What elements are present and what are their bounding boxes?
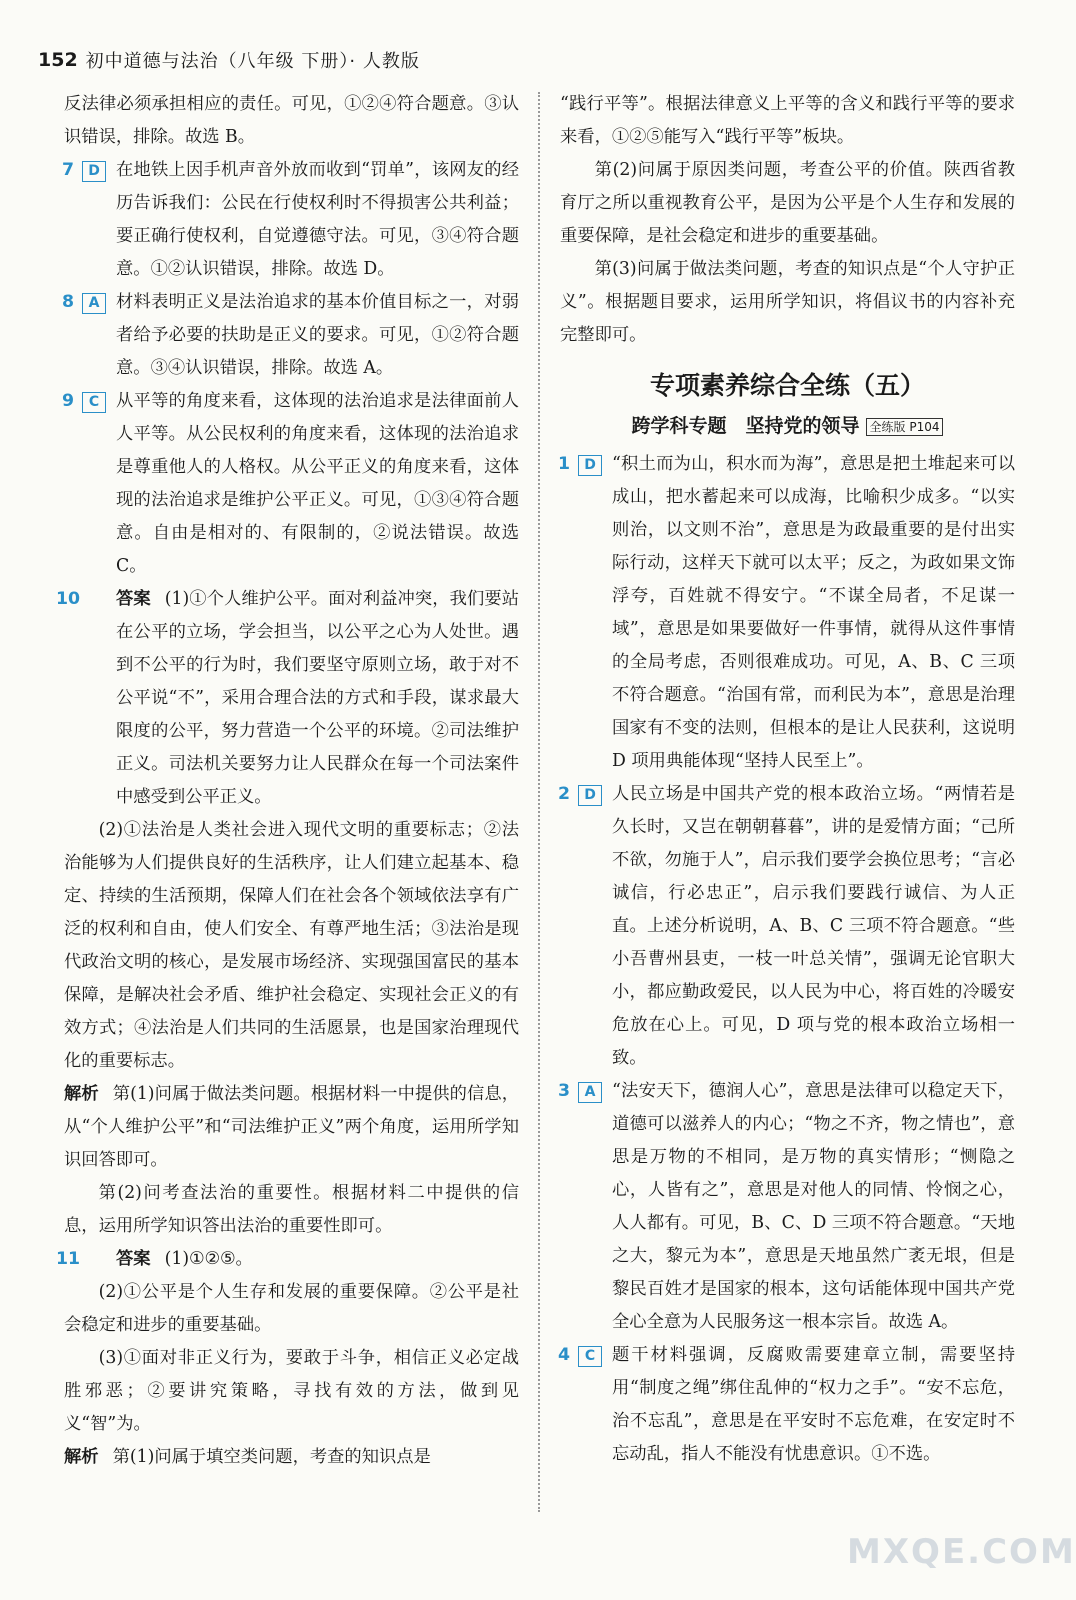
page-reference-badge: 全练版 P104	[866, 418, 944, 436]
column-divider	[538, 92, 540, 1512]
section-title: 专项素养综合全练（五）	[649, 371, 925, 400]
continued-text: “践行平等”。根据法律意义上平等的含义和践行平等的要求来看，①②⑤能写入“践行平等”板块。	[560, 94, 1015, 147]
question-explanation: “法安天下，德润人心”，意思是法律可以稳定天下，道德可以滋养人的内心；“物之不齐，物之情也”，意思是万物的不相同，是万物的真实情形；“恻隐之心，人皆有之”，意思是对他人的同情、怜悯之心，人人都有。可见，B、C、D 三项不符合题意。“天地之大，黎元为本”，意思是天地虽然广袤无垠，但是黎民百姓才是国家的根本，这句话能体现中国共产党全心全意为人民服务这一根本宗旨。故选 A。	[612, 1081, 1015, 1332]
analysis-tag: 解析	[64, 1447, 99, 1467]
answer-option-box: A	[578, 1082, 602, 1103]
answer-paragraph	[56, 1243, 519, 1276]
question-number: 4	[558, 1345, 571, 1365]
answer-option-box: D	[578, 455, 602, 476]
question-explanation: 题干材料强调，反腐败需要建章立制，需要坚持用“制度之绳”绑住乱伸的“权力之手”。“安不忘危，治不忘乱”，意思是在平安时不忘危难，在安定时不忘动乱，指人不能没有忧患意识。①不选。	[612, 1345, 1015, 1464]
answer-option-box: C	[82, 392, 106, 413]
analysis-paragraph	[64, 1441, 519, 1474]
answer-part-3: (3)①面对非正义行为，要敢于斗争，相信正义必定战胜邪恶；②要讲究策略，寻找有效的方法，做到见义“智”为。	[64, 1348, 519, 1434]
analysis-part-1: 第(1)问属于做法类问题。根据材料一中提供的信息，从“个人维护公平”和“司法维护正义”两个角度，运用所学知识回答即可。	[64, 1084, 519, 1170]
analysis-part-1: 第(1)问属于填空类问题，考查的知识点是	[112, 1447, 431, 1467]
continued-analysis-3: 第(3)问属于做法类问题，考查的知识点是“个人守护正义”。根据题目要求，运用所学知识，将倡议书的内容补充完整即可。	[560, 259, 1015, 345]
answer-option-box: A	[82, 293, 106, 314]
question-4	[560, 1339, 1015, 1471]
question-number: 9	[62, 391, 75, 411]
analysis-part-2: 第(2)问考查法治的重要性。根据材料二中提供的信息，运用所学知识答出法治的重要性即可。	[64, 1183, 519, 1236]
right-column	[560, 88, 1015, 1471]
watermark-logo: MXQE.COM	[847, 1532, 1076, 1572]
question-number: 8	[62, 292, 75, 312]
continued-analysis-2: 第(2)问属于原因类问题，考查公平的价值。陕西省教育厅之所以重视教育公平，是因为公平是个人生存和发展的重要保障，是社会稳定和进步的重要基础。	[560, 160, 1015, 246]
question-1	[560, 448, 1015, 778]
continued-text: 反法律必须承担相应的责任。可见，①②④符合题意。③认识错误，排除。故选 B。	[64, 94, 519, 147]
answer-part-1: (1)①个人维护公平。面对利益冲突，我们要站在公平的立场，学会担当，以公平之心为人处世。遇到不公平的行为时，我们要坚守原则立场，敢于对不公平说“不”，采用合理合法的方式和手段，谋求最大限度的公平，努力营造一个公平的环境。②司法维护正义。司法机关要努力让人民群众在每一个司法案件中感受到公平正义。	[116, 589, 519, 807]
question-number: 2	[558, 784, 571, 804]
analysis-tag: 解析	[64, 1084, 99, 1104]
question-11	[56, 1243, 519, 1474]
question-explanation: 从平等的角度来看，这体现的法治追求是法律面前人人平等。从公民权利的角度来看，这体现的法治追求是尊重他人的人格权。从公平正义的角度来看，这体现的法治追求是维护公平正义。可见，①③④符合题意。自由是相对的、有限制的，②说法错误。故选 C。	[116, 391, 519, 576]
answer-part-1: (1)①②⑤。	[164, 1249, 253, 1269]
analysis-paragraph	[64, 1078, 519, 1177]
answer-option-box: C	[578, 1346, 602, 1367]
question-number: 10	[56, 589, 81, 609]
section-subtitle	[560, 408, 1015, 444]
question-9	[64, 385, 519, 583]
question-explanation: “积土而为山，积水而为海”，意思是把土堆起来可以成山，把水蓄起来可以成海，比喻积少成多。“以实则治，以文则不治”，意思是为政最重要的是付出实际行动，这样天下就可以太平；反之，为政如果文饰浮夸，百姓就不得安宁。“不谋全局者，不足谋一域”，意思是如果要做好一件事情，就得从这件事情的全局考虑，否则很难成功。可见，A、B、C 三项不符合题意。“治国有常，而利民为本”，意思是治理国家有不变的法则，但根本的是让人民获利，这说明 D 项用典能体现“坚持人民至上”。	[612, 454, 1015, 771]
question-number: 1	[558, 454, 571, 474]
question-10	[56, 583, 519, 1243]
page-header	[38, 40, 1008, 80]
question-7	[64, 154, 519, 286]
question-explanation: 材料表明正义是法治追求的基本价值目标之一，对弱者给予必要的扶助是正义的要求。可见，①②符合题意。③④认识错误，排除。故选 A。	[116, 292, 519, 378]
answer-option-box: D	[578, 785, 602, 806]
question-3	[560, 1075, 1015, 1339]
answer-paragraph	[56, 583, 519, 814]
question-8	[64, 286, 519, 385]
book-title: 初中道德与法治（八年级 下册）· 人教版	[85, 51, 420, 72]
page-number: 152	[38, 49, 78, 71]
question-explanation: 在地铁上因手机声音外放而收到“罚单”，该网友的经历告诉我们：公民在行使权利时不得损害公共利益；要正确行使权利，自觉遵德守法。可见，③④符合题意。①②认识错误，排除。故选 D。	[116, 160, 519, 279]
question-number: 7	[62, 160, 75, 180]
section-subtitle-text: 跨学科专题 坚持党的领导	[631, 415, 860, 437]
answer-tag: 答案	[116, 1249, 151, 1269]
answer-option-box: D	[82, 161, 106, 182]
question-explanation: 人民立场是中国共产党的根本政治立场。“两情若是久长时，又岂在朝朝暮暮”，讲的是爱情方面；“己所不欲，勿施于人”，启示我们要学会换位思考；“言必诚信，行必忠正”，启示我们要践行诚信、为人正直。上述分析说明，A、B、C 三项不符合题意。“些小吾曹州县吏，一枝一叶总关情”，强调无论官职大小，都应勤政爱民，以人民为中心，将百姓的冷暖安危放在心上。可见，D 项与党的根本政治立场相一致。	[612, 784, 1015, 1068]
left-column	[56, 88, 519, 1474]
question-2	[560, 778, 1015, 1075]
answer-part-2: (2)①法治是人类社会进入现代文明的重要标志；②法治能够为人们提供良好的生活秩序，让人们建立起基本、稳定、持续的生活预期，保障人们在社会各个领域依法享有广泛的权利和自由，使人们安全、有尊严地生活；③法治是现代政治文明的核心，是发展市场经济、实现强国富民的基本保障，是解决社会矛盾、维护社会稳定、实现社会正义的有效方式；④法治是人们共同的生活愿景，也是国家治理现代化的重要标志。	[64, 820, 519, 1071]
answer-part-2: (2)①公平是个人生存和发展的重要保障。②公平是社会稳定和进步的重要基础。	[64, 1282, 519, 1335]
question-number: 3	[558, 1081, 571, 1101]
question-number: 11	[56, 1249, 81, 1269]
answer-tag: 答案	[116, 589, 151, 609]
